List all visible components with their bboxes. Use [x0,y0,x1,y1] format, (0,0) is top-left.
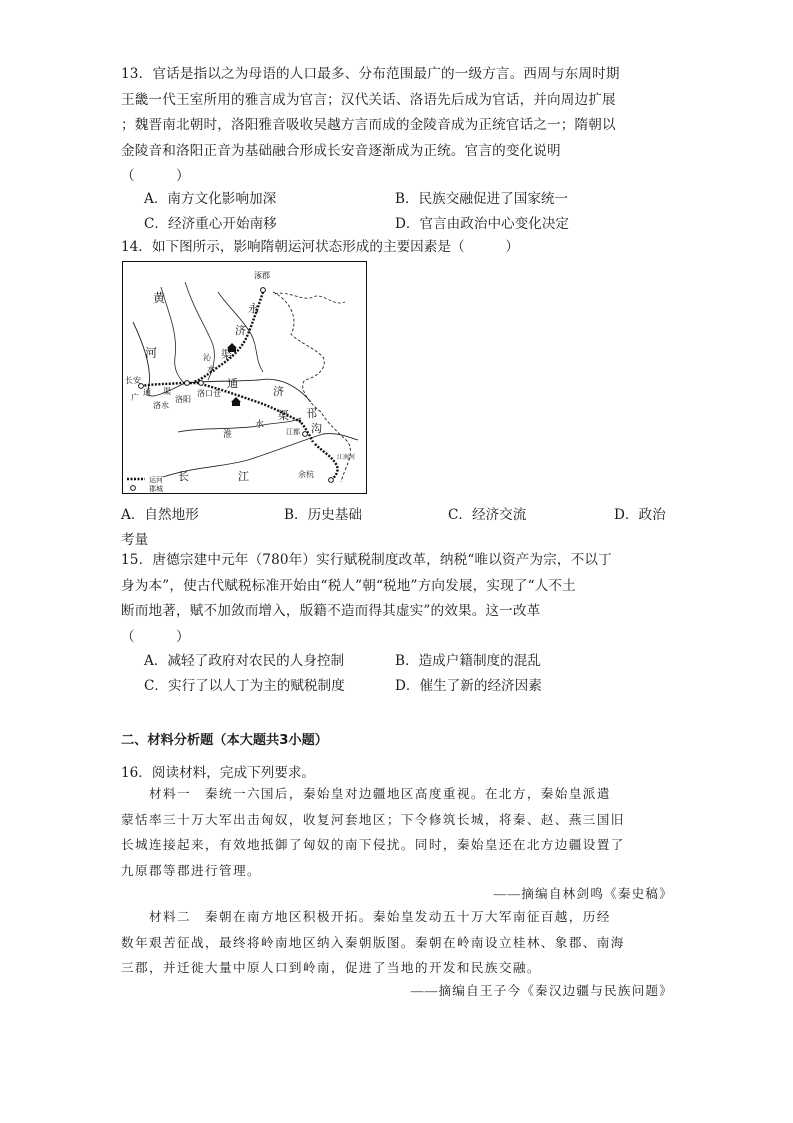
q13-answer-blank: （ ） [121,168,190,184]
material-2-line: 数年艰苦征战，最终将岭南地区纳入秦朝版图。秦朝在岭南设立桂林、象郡、南海 [121,935,625,950]
material-1-line: 长城连接起来，有效地抵御了匈奴的南下侵扰。同时，秦始皇还在北方边疆设置了 [121,838,625,852]
map-label-guangtong-2: 通 [143,388,151,397]
q15-option-d[interactable]: D．催生了新的经济因素 [395,678,542,694]
legend-city-swatch [131,486,136,491]
map-label-yuhang: 余杭 [298,470,314,479]
legend-city-label: 郡城 [149,485,163,493]
city-marker-zhuojun [261,288,266,293]
map-label-qinshui: 水 [207,365,215,374]
map-label-ji-2: 济 [273,385,284,398]
map-label-he: 河 [145,346,158,360]
map-label-zhuojun: 涿郡 [254,271,270,280]
map-label-huang: 黄 [153,291,166,305]
map-label-jiangnan: 江南河 [337,454,356,461]
q15-line: 15．唐德宗建中元年（780年）实行赋税制度改革，纳税“唯以资产为宗，不以丁 [121,552,612,568]
q15-option-a[interactable]: A．减轻了政府对农民的人身控制 [144,653,345,669]
q14-option-a[interactable]: A．自然地形 [121,507,199,523]
sui-canal-map [122,261,367,494]
map-drawing [123,262,366,493]
map-label-han: 邗 [306,407,317,420]
map-label-chang: 长 [178,470,189,483]
q16-material-2 [121,905,676,982]
q13-option-a[interactable]: A．南方文化影响加深 [144,191,277,207]
map-label-qu-2: 渠 [278,409,289,422]
q14-option-d[interactable]: D．政治 [614,507,666,523]
q15-option-c[interactable]: C．实行了以人丁为主的赋税制度 [144,678,345,694]
city-marker-luokoucang [199,381,204,386]
material-1-line: 蒙恬率三十万大军出击匈奴，收复河套地区；下令修筑长城，将秦、赵、燕三国旧 [121,812,625,827]
jiangnan-canal [315,444,338,480]
q15-option-b[interactable]: B．造成户籍制度的混乱 [395,653,541,669]
material-1-line: 材料一 秦统一六国后，秦始皇对边疆地区高度重视。在北方，秦始皇派遣 [121,787,611,801]
q14-stem: 14．如下图所示，影响隋朝运河状态形成的主要因素是（ ） [121,239,519,255]
question-13 [121,62,676,190]
legend-canal-label: 运河 [149,476,163,484]
q13-line: 王畿一代王室所用的雅言成为官言；汉代关话、洛语先后成为官话，并向周边扩展 [121,91,616,108]
q16-stem: 16．阅读材料，完成下列要求。 [121,765,316,781]
material-2-line: 材料二 秦朝在南方地区积极开拓。秦始皇发动五十万大军南征百越，历经 [121,910,611,924]
q15-line: 身为本”，使古代赋税标准开始由“税人”朝“税地”方向发展，实现了“人不土 [121,577,576,594]
q13-line: 13．官话是指以之为母语的人口最多、分布范围最广的一级方言。西周与东周时期 [121,66,620,82]
q15-answer-blank: （ ） [121,628,190,645]
map-label-gou: 沟 [311,422,322,435]
map-label-guangtong-3: 渠 [163,387,171,396]
q14-option-c[interactable]: C．经济交流 [448,507,527,523]
map-label-huaishui: 水 [255,420,265,430]
map-label-tong: 通 [227,377,238,390]
material-2-source: ——摘编自王子今《秦汉边疆与民族问题》 [410,984,673,998]
map-label-jiangdu: 江都 [286,428,300,436]
material-2-line: 三郡，并迁徙大量中原人口到岭南，促进了当地的开发和民族交融。 [121,961,541,975]
q13-line: ；魏晋南北朝时，洛阳雅音吸收吴越方言而成的金陵音成为正统官话之一；隋朝以 [121,117,616,133]
granary-icon [231,397,241,406]
q13-line: 金陵音和洛阳正音为基础融合形成长安音逐渐成为正统。官言的变化说明 [121,142,561,159]
map-label-qu-1: 渠 [221,348,232,361]
map-label-yong: 永 [248,302,259,315]
q14-option-d-wrap: 考量 [121,532,149,548]
city-marker-yuhang [329,478,334,483]
q14-option-b[interactable]: B．历史基础 [284,507,362,523]
q16-material-1 [121,782,676,884]
map-label-jiang: 江 [238,470,249,483]
city-marker-jiangdu [303,432,308,437]
q13-option-d[interactable]: D．官言由政治中心变化决定 [395,216,570,232]
city-marker-luoyang [185,381,190,386]
map-label-ji-1: 济 [235,324,246,337]
map-label-guangtong-1: 广 [131,393,139,402]
map-label-luoshui: 洛水 [153,401,169,410]
section-heading: 二、材料分析题（本大题共3小题） [121,733,328,748]
material-1-source: ——摘编自林剑鸣《秦史稿》 [493,887,673,901]
map-label-luokoucang: 洛口仓 [197,389,221,398]
map-label-qin: 沁 [203,353,211,362]
q13-option-b[interactable]: B．民族交融促进了国家统一 [395,191,569,207]
q13-option-c[interactable]: C．经济重心开始南移 [144,216,277,232]
question-15 [121,548,676,650]
material-1-line: 九原郡等郡进行管理。 [121,863,261,878]
map-label-huai: 淮 [223,430,233,440]
q15-line: 断而地著，赋不加敛而增入，版籍不造而得其虚实”的效果。这一改革 [121,603,541,619]
map-label-luoyang: 洛阳 [175,395,191,404]
map-label-changan: 长安 [125,376,141,385]
guangtong-canal [141,383,201,386]
